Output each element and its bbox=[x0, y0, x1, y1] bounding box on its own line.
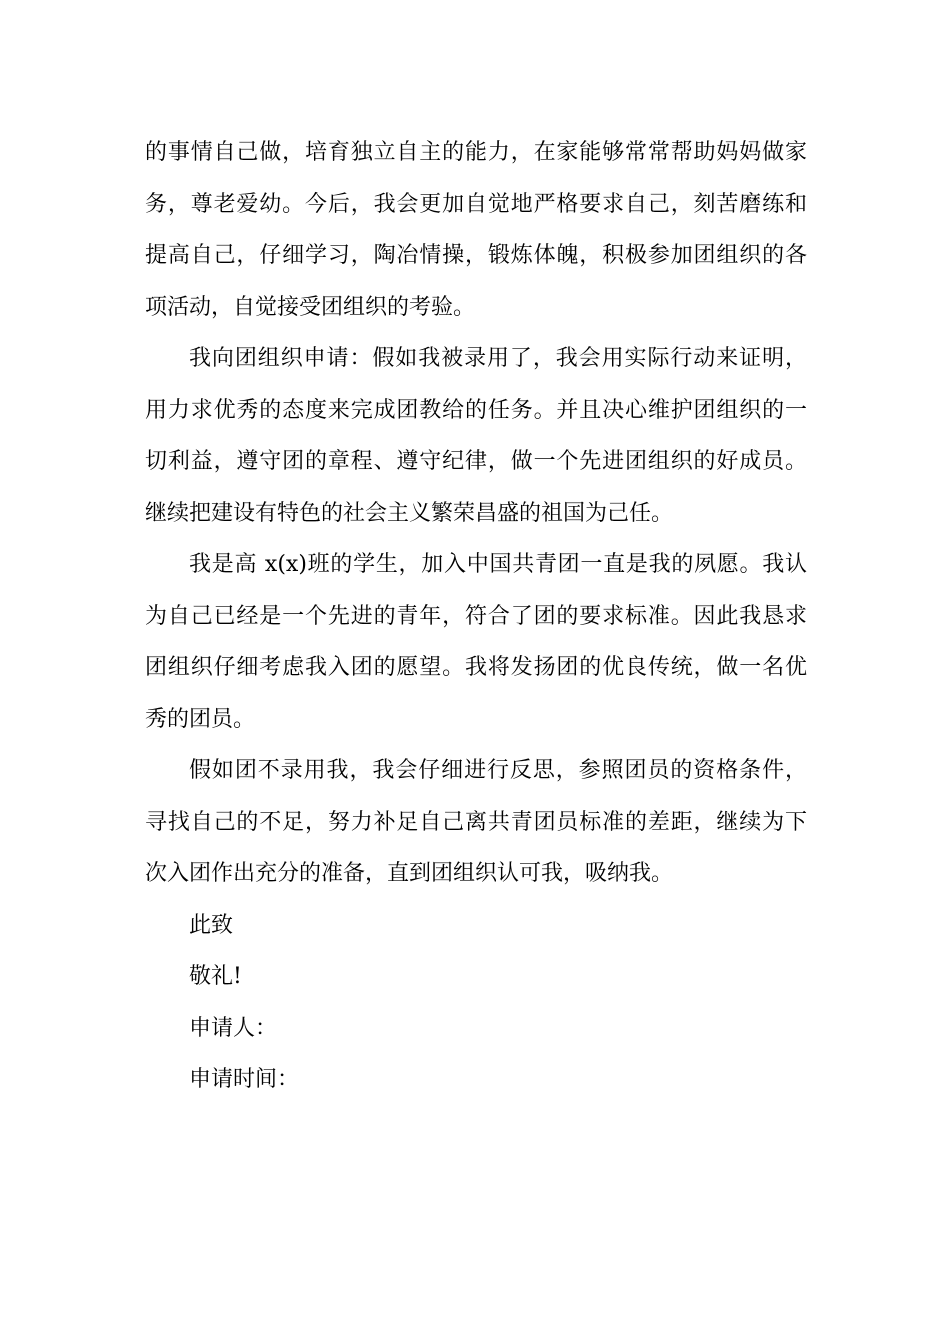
text-line: 的事情自己做，培育独立自主的能力，在家能够常常帮助妈妈做家 bbox=[145, 140, 807, 165]
date-label: 申请时间： bbox=[189, 1067, 300, 1092]
paragraph-4 bbox=[145, 745, 807, 900]
letter-closing bbox=[145, 900, 807, 1106]
regards: 敬礼! bbox=[189, 964, 242, 989]
paragraph-1 bbox=[145, 127, 807, 333]
text-line: 我是高 x(x)班的学生，加入中国共青团一直是我的夙愿。我认 bbox=[189, 552, 807, 577]
text-line: 秀的团员。 bbox=[145, 706, 256, 732]
text-line: 切利益，遵守团的章程、遵守纪律，做一个先进团组织的好成员。 bbox=[145, 449, 807, 474]
applicant-label: 申请人： bbox=[189, 1015, 278, 1041]
text-line: 用力求优秀的态度来完成团教给的任务。并且决心维护团组织的一 bbox=[145, 397, 807, 423]
text-line: 为自己已经是一个先进的青年，符合了团的要求标准。因此我恳求 bbox=[145, 603, 807, 629]
text-line: 务，尊老爱幼。今后，我会更加自觉地严格要求自己，刻苦磨练和 bbox=[145, 191, 807, 217]
text-line: 继续把建设有特色的社会主义繁荣昌盛的祖国为己任。 bbox=[145, 500, 674, 526]
text-line: 团组织仔细考虑我入团的愿望。我将发扬团的优良传统，做一名优 bbox=[145, 655, 807, 680]
letter-body bbox=[145, 127, 807, 1106]
text-line: 我向团组织申请：假如我被录用了，我会用实际行动来证明， bbox=[189, 346, 807, 371]
text-line: 寻找自己的不足，努力补足自己离共青团员标准的差距，继续为下 bbox=[145, 809, 807, 835]
paragraph-2 bbox=[145, 333, 807, 539]
salutation: 此致 bbox=[189, 912, 234, 938]
paragraph-3 bbox=[145, 539, 807, 745]
text-line: 项活动，自觉接受团组织的考验。 bbox=[145, 294, 476, 320]
text-line: 次入团作出充分的准备，直到团组织认可我，吸纳我。 bbox=[145, 861, 674, 886]
text-line: 提高自己，仔细学习，陶冶情操，锻炼体魄，积极参加团组织的各 bbox=[145, 243, 807, 268]
text-line: 假如团不录用我，我会仔细进行反思，参照团员的资格条件， bbox=[189, 758, 807, 783]
